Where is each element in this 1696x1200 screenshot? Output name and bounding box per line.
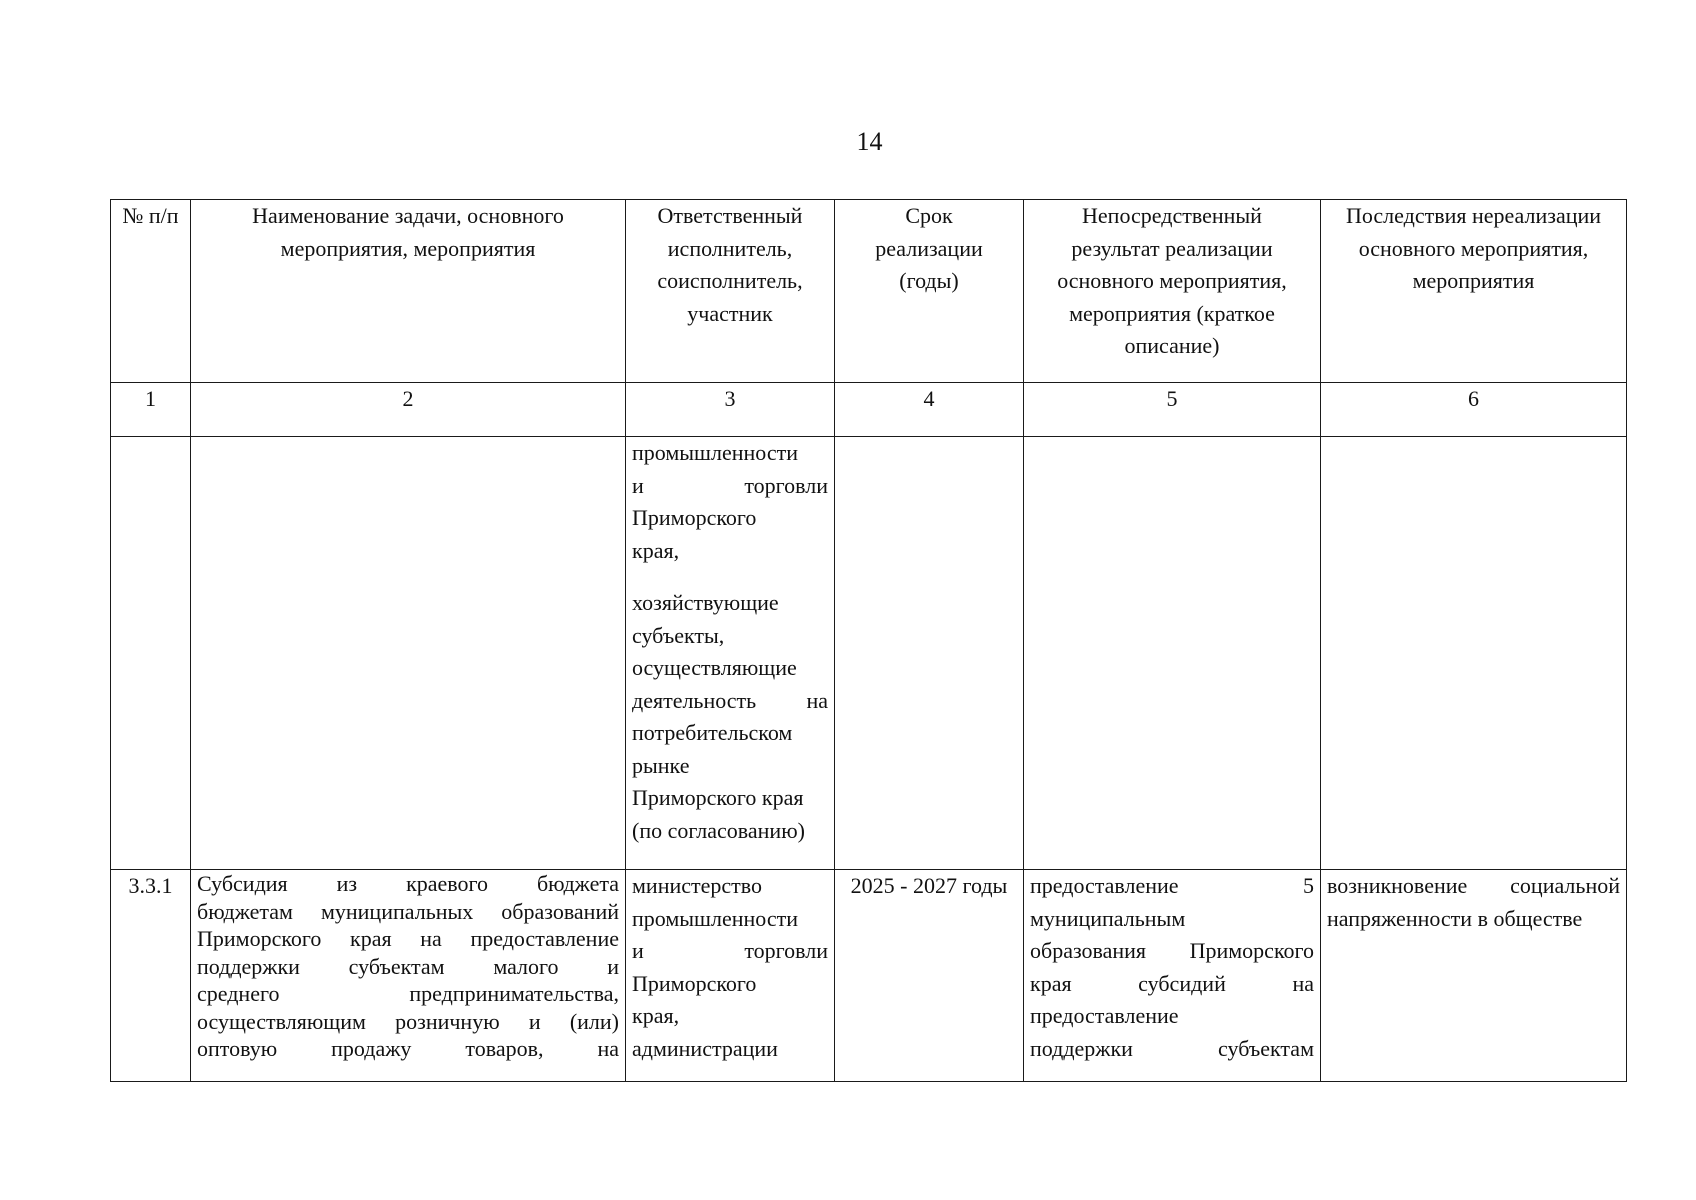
row-consequences: [1321, 437, 1627, 870]
row-number: 3.3.1: [111, 870, 191, 1082]
executor-line: Приморского края: [632, 785, 804, 810]
column-number-row: [111, 383, 1627, 437]
result-line: поддержки субъектам: [1030, 1035, 1314, 1061]
executor-line: администрации: [632, 1035, 778, 1061]
header-period: Срок реализации (годы): [835, 200, 1024, 383]
table-row: [111, 437, 1627, 870]
executor-line: Приморского: [632, 505, 757, 530]
executor-line: потребительском: [632, 720, 793, 745]
header-result: Непосредственный результат реализации основного мероприятия, мероприятия (краткое описание): [1024, 200, 1321, 383]
name-line: оптовую продажу товаров, на: [197, 1036, 619, 1061]
column-number: 1: [111, 383, 191, 437]
executor-line: края,: [632, 1003, 680, 1028]
result-line: предоставление: [1030, 1003, 1179, 1028]
header-row: [111, 200, 1627, 383]
row-result: [1024, 437, 1321, 870]
result-line: края субсидий на: [1030, 970, 1314, 996]
column-number: 5: [1024, 383, 1321, 437]
executor-line: Приморского: [632, 970, 757, 996]
name-line: поддержки субъектам малого и: [197, 953, 619, 979]
name-line: среднего предпринимательства,: [197, 981, 619, 1006]
executor-line: промышленности: [632, 440, 798, 465]
consequences-line: напряженности в обществе: [1327, 905, 1583, 931]
column-number: 3: [626, 383, 835, 437]
row-result: [1024, 870, 1321, 1082]
header-name: Наименование задачи, основного мероприятия, мероприятия: [191, 200, 626, 383]
executor-line: и торговли: [632, 472, 828, 498]
consequences-line: возникновение социальной: [1327, 873, 1620, 898]
header-executor: Ответственный исполнитель, соисполнитель, участник: [626, 200, 835, 383]
row-period: [835, 437, 1024, 870]
row-name: [191, 870, 626, 1082]
executor-line: края,: [632, 537, 680, 563]
row-executor: [626, 437, 835, 870]
page-number: 14: [856, 127, 883, 156]
row-period: 2025 - 2027 годы: [835, 870, 1024, 1082]
result-line: предоставление 5: [1030, 873, 1314, 898]
header-consequences: Последствия нереализации основного мероприятия, мероприятия: [1321, 200, 1627, 383]
name-line: Приморского края на предоставление: [197, 926, 619, 951]
name-line: осуществляющим розничную и (или): [197, 1008, 619, 1034]
row-consequences: [1321, 870, 1627, 1082]
row-executor: [626, 870, 835, 1082]
table-row: [111, 870, 1627, 1082]
executor-line: промышленности: [632, 905, 798, 931]
column-number: 2: [191, 383, 626, 437]
executor-line: и торговли: [632, 938, 828, 963]
row-name: [191, 437, 626, 870]
header-number: № п/п: [111, 200, 191, 383]
column-number: 4: [835, 383, 1024, 437]
row-number: [111, 437, 191, 870]
executor-line: хозяйствующие: [632, 590, 779, 615]
name-line: Субсидия из краевого бюджета: [197, 871, 619, 896]
executor-line: субъекты,: [632, 622, 725, 648]
executor-line: (по согласованию): [632, 817, 805, 843]
executor-line: рынке: [632, 752, 690, 778]
executor-line: деятельность на: [632, 687, 828, 713]
executor-line: министерство: [632, 873, 763, 898]
name-line: бюджетам муниципальных образований: [197, 898, 619, 924]
result-line: муниципальным: [1030, 905, 1186, 931]
column-number: 6: [1321, 383, 1627, 437]
result-line: образования Приморского: [1030, 938, 1314, 963]
measures-table: [110, 199, 1627, 1082]
executor-line: осуществляющие: [632, 655, 797, 680]
